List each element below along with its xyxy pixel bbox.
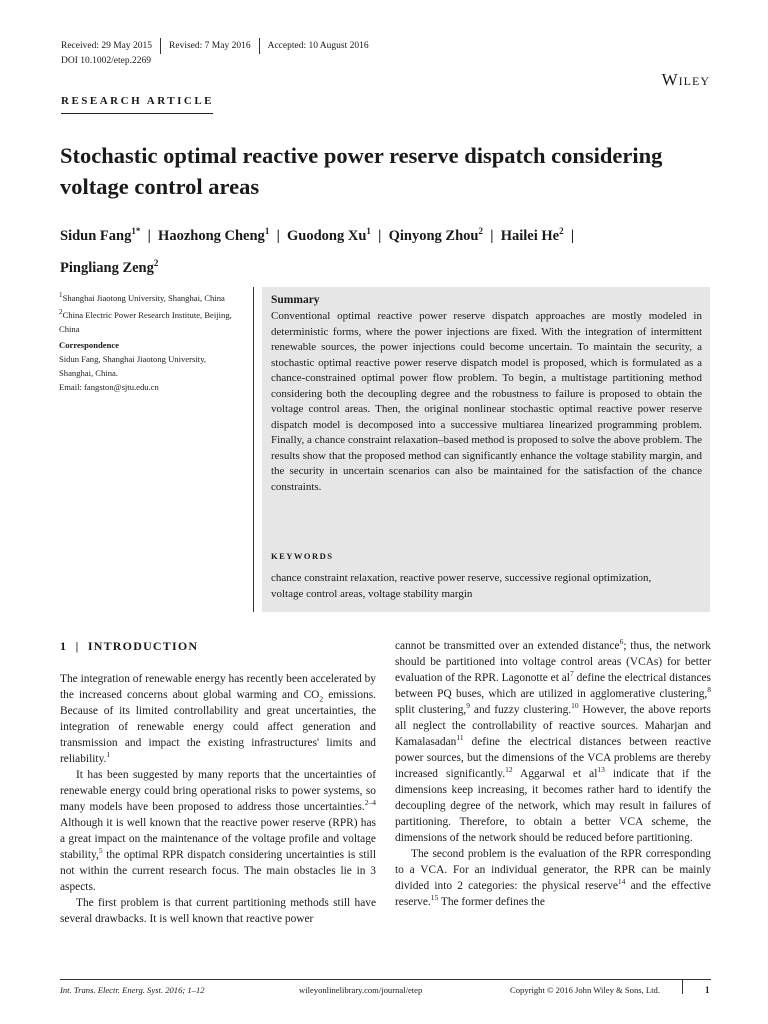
summary-heading: Summary xyxy=(271,294,320,306)
citation[interactable]: 10 xyxy=(571,701,579,711)
author-sup: 2 xyxy=(559,226,564,236)
citation[interactable]: 2–4 xyxy=(364,798,376,808)
citation[interactable]: 7 xyxy=(569,669,574,679)
article-type: RESEARCH ARTICLE xyxy=(61,95,215,107)
author-sup: 1 xyxy=(366,226,371,236)
author: Pingliang Zeng xyxy=(60,259,154,276)
affiliation-2: $^2$China Electric Power Research Institute, Beijing, China xyxy=(59,307,232,334)
body-column-right xyxy=(395,638,711,910)
paragraph: The integration of renewable energy has recently been accelerated by the increased concerns about global warming and $CO_2$ emissions. Because of its limited controllability and great uncertainties, the integration of renewable energy could affect generation and transmission and impact the existing infrastructures' limits and reliability.$^1$ xyxy=(60,673,376,765)
section-title: INTRODUCTION xyxy=(87,639,199,653)
summary-text: Conventional optimal reactive power reserve dispatch approaches are mostly modeled in deterministic forms, where the power injections are fixed. With the integration of intermittent renewable sources, the power injections could become uncertain. To maintain the security, a stochastic optimal reactive power reserve dispatch model is proposed, which is formulated as a chance-constrained optimal power flow problem. To begin, a multistage partitioning method considering both the decoupling degree and the robustness to failure is proposed to obtain the voltage control areas. Then, the original nonlinear stochastic optimal reactive power reserve dispatch model is decomposed into a successive multiarea linearized programming problem. Finally, a chance constraint relaxation–based method is proposed to solve the above problem. The results show that the proposed method can significantly enhance the voltage stability margin, and the security in uncertain scenarios can also be maintained for the satisfaction of the chance constraints. xyxy=(271,310,702,493)
doi[interactable]: DOI 10.1002/etep.2269 xyxy=(61,56,151,66)
author: Guodong Xu xyxy=(287,227,367,244)
article-type-underline xyxy=(61,113,213,114)
author-sup: 2 xyxy=(153,257,159,268)
author: Qinyong Zhou xyxy=(388,227,479,244)
correspondence-email[interactable]: Email: fangston@sjtu.edu.cn xyxy=(59,381,159,392)
author: Haozhong Cheng xyxy=(158,227,265,244)
author: Hailei He xyxy=(500,227,560,244)
correspondence-line: Sidun Fang, Shanghai Jiaotong University, xyxy=(59,353,206,364)
paper-title: Stochastic optimal reactive power reserve dispatch considering voltage control areas xyxy=(60,143,663,199)
accepted-date: Accepted: 10 August 2016 xyxy=(267,41,369,51)
author: Sidun Fang xyxy=(60,227,132,244)
citation[interactable]: 13 xyxy=(597,765,605,775)
footer-url[interactable]: wileyonlinelibrary.com/journal/etep xyxy=(299,985,423,995)
revised-date: Revised: 7 May 2016 xyxy=(169,41,251,51)
citation[interactable]: 6 xyxy=(619,637,624,647)
author-list: Sidun Fang$^{1*}$ | Haozhong Cheng$^1$ | Guodong Xu$^1$ | Qinyong Zhou$^2$ | Hailei He$^2$ | Pingliang Zeng$^2$ xyxy=(60,226,575,276)
paragraph: The first problem is that current partitioning methods still have several drawbacks. It is well known that reactive power xyxy=(60,897,376,925)
keywords-line: chance constraint relaxation, reactive power reserve, successive regional optimization, xyxy=(271,572,652,584)
received-date: Received: 29 May 2015 xyxy=(61,41,153,51)
footer-divider xyxy=(682,980,683,994)
citation[interactable]: 9 xyxy=(466,701,471,711)
footer-copyright: Copyright © 2016 John Wiley & Sons, Ltd. xyxy=(510,985,660,995)
section-number: 1 xyxy=(60,639,68,653)
summary-rule xyxy=(253,287,254,612)
footer-journal: Int. Trans. Electr. Energ. Syst. 2016; 1–12 xyxy=(60,985,205,995)
keywords-heading: KEYWORDS xyxy=(271,551,334,561)
citation[interactable]: 8 xyxy=(707,685,711,695)
author-sup: 1* xyxy=(131,226,141,236)
page-number: 1 xyxy=(705,985,710,995)
author-sup: 2 xyxy=(478,226,483,236)
paragraph: The second problem is the evaluation of the RPR corresponding to a VCA. For an individual generator, the RPR can be mainly divided into 2 categories: the physical reserve$^{14}$ and the effective reserve.$^{15}$ The former defines the xyxy=(395,848,711,908)
citation[interactable]: 15 xyxy=(430,893,439,903)
history-line xyxy=(57,38,377,54)
keywords-box xyxy=(262,543,710,612)
citation[interactable]: 11 xyxy=(456,733,464,743)
footer-rule xyxy=(60,979,711,980)
paragraph: It has been suggested by many reports that the uncertainties of renewable energy could bring operational risks to power systems, so many models have been proposed to address those uncertainties.$^{2-4}$ Although it is well known that the reactive power reserve (RPR) has a great impact on the maintenance of the voltage profile and voltage stability,$^5$ the optimal RPR dispatch considering uncertainties is still not within the current research focus. The main obstacles lie in 3 aspects. xyxy=(60,769,376,893)
citation[interactable]: 12 xyxy=(505,765,513,775)
section-heading: 1 | INTRODUCTION xyxy=(60,639,199,653)
keywords-line: voltage control areas, voltage stability margin xyxy=(271,588,473,600)
correspondence-label: Correspondence xyxy=(59,339,119,350)
correspondence-line: Shanghai, China. xyxy=(59,367,118,378)
paragraph: cannot be transmitted over an extended distance$^6$; thus, the network should be partitioned into voltage control areas (VCAs) for better evaluation of the RPR. Lagonotte et $al^7$ define the electrical distances between PQ buses, which are utilized in agglomerative clustering,$^8$ split clustering,$^9$ and fuzzy clustering.$^{10}$ However, the above reports all neglect the controllability of reactive sources. Maharjan and Kamalasadan$^{11}$ define the electrical distances between reactive power sources, but the dimensions of the VCA problems are thereby increased significantly.$^{12}$ Aggarwal et $al^{13}$ indicate that if the dimensions keep increasing, it becomes rather hard to identify the decoupling degree of the network, which may result in failures of partitioning. Therefore, to obtain a better VCA scheme, the dimensions of the network should be reduced before partitioning. xyxy=(395,637,711,844)
keywords-text xyxy=(271,570,711,602)
citation[interactable]: 14 xyxy=(617,877,626,887)
publisher-logo: Wiley xyxy=(661,70,710,89)
summary-box xyxy=(262,287,710,543)
author-sup: 1 xyxy=(264,226,270,236)
affiliation-1: $^1$Shanghai Jiaotong University, Shanghai, China xyxy=(59,291,225,303)
body-column-left xyxy=(60,671,376,927)
citation[interactable]: 5 xyxy=(98,846,103,856)
affiliations xyxy=(59,288,249,394)
citation[interactable]: 1 xyxy=(106,750,111,760)
